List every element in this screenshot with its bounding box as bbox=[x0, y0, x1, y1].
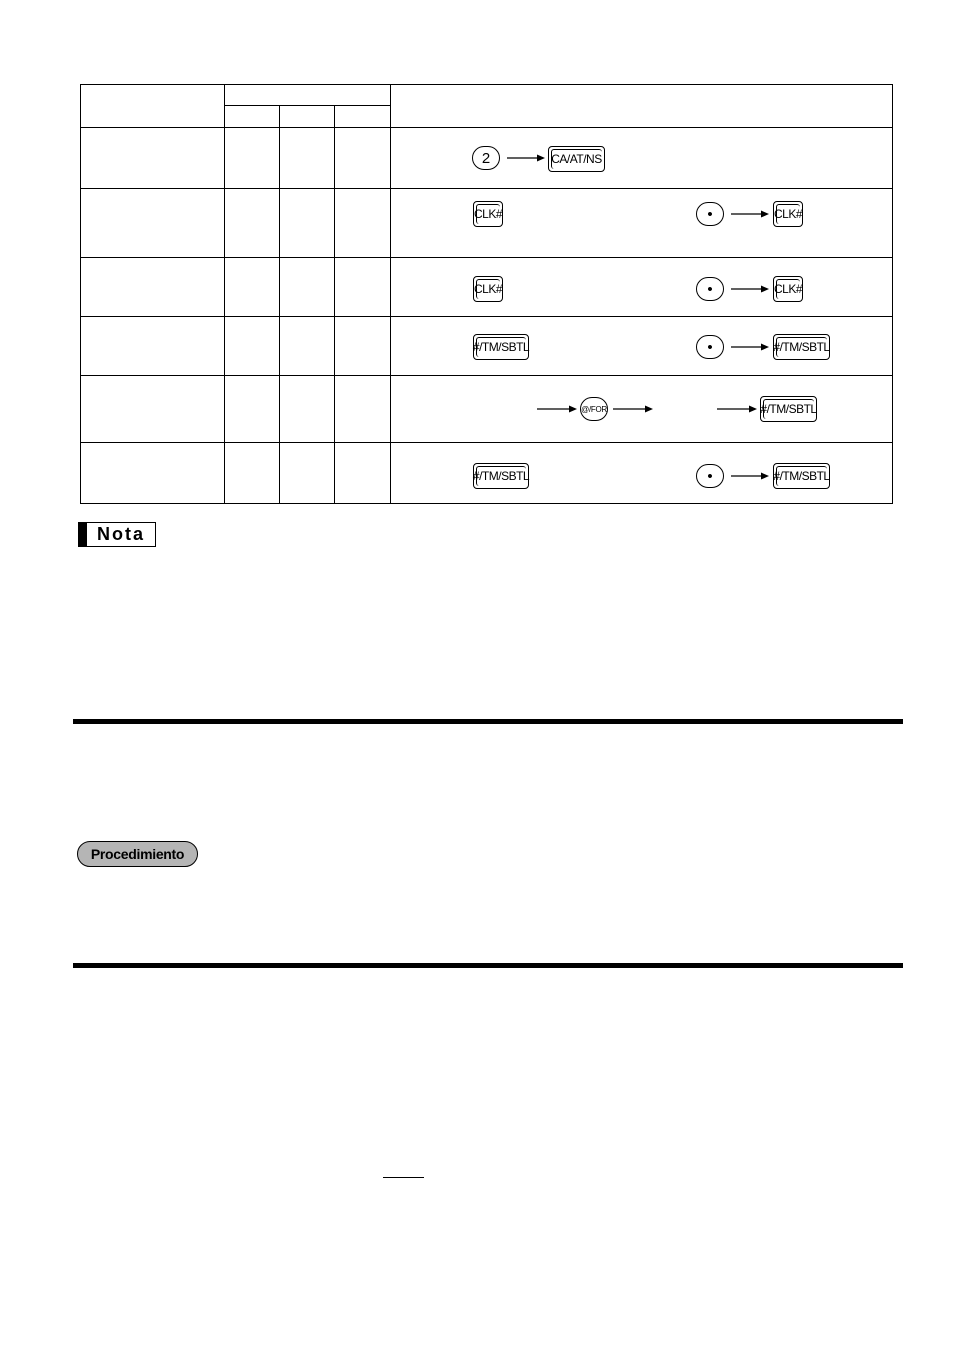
arrow-right-icon bbox=[731, 471, 769, 481]
key-tm-sbtl bbox=[760, 396, 817, 422]
key-clk bbox=[773, 201, 803, 227]
key-clk-label: CLK# bbox=[473, 282, 503, 296]
key-dot bbox=[696, 335, 724, 359]
key-dot bbox=[696, 464, 724, 488]
table-row-divider bbox=[80, 188, 893, 189]
table-row-divider bbox=[80, 127, 893, 128]
table-col-divider bbox=[390, 84, 391, 504]
arrow-right-icon bbox=[507, 153, 545, 163]
key-2-label: 2 bbox=[481, 149, 491, 167]
nota-badge bbox=[78, 522, 156, 547]
table-row-divider bbox=[80, 375, 893, 376]
table-col-divider bbox=[334, 105, 335, 504]
table-col-divider bbox=[224, 84, 225, 504]
key-ca-at-ns bbox=[548, 146, 605, 172]
table-row-divider bbox=[80, 442, 893, 443]
key-clk-label: CLK# bbox=[473, 207, 503, 221]
procedure-badge: Procedimiento bbox=[77, 841, 198, 867]
key-at-for-label: @/FOR bbox=[581, 404, 607, 414]
key-2 bbox=[472, 146, 500, 170]
arrow-right-icon bbox=[717, 404, 757, 414]
key-at-for bbox=[580, 397, 608, 421]
key-dot-label: • bbox=[707, 338, 713, 356]
section-divider bbox=[73, 963, 903, 968]
nota-badge-bar bbox=[79, 523, 87, 546]
table-row-divider bbox=[80, 257, 893, 258]
arrow-right-icon bbox=[537, 404, 577, 414]
arrow-right-icon bbox=[731, 342, 769, 352]
key-tm-sbtl bbox=[473, 463, 529, 489]
key-tm-sbtl-label: #/TM/SBTL bbox=[472, 340, 530, 354]
key-tm-sbtl bbox=[773, 463, 830, 489]
table-header-subline bbox=[224, 105, 390, 106]
key-tm-sbtl-label: #/TM/SBTL bbox=[760, 402, 817, 416]
table-row-divider bbox=[80, 316, 893, 317]
arrow-right-icon bbox=[731, 284, 769, 294]
key-tm-sbtl-label: #/TM/SBTL bbox=[472, 469, 530, 483]
key-tm-sbtl bbox=[773, 334, 830, 360]
key-clk-label: CLK# bbox=[773, 207, 803, 221]
key-tm-sbtl-label: #/TM/SBTL bbox=[773, 340, 830, 354]
key-dot-label: • bbox=[707, 467, 713, 485]
nota-badge-label: Nota bbox=[97, 524, 145, 544]
key-dot-label: • bbox=[707, 205, 713, 223]
key-ca-at-ns-label: CA/AT/NS bbox=[551, 152, 602, 166]
arrow-right-icon bbox=[613, 404, 653, 414]
key-clk bbox=[473, 276, 503, 302]
key-dot bbox=[696, 277, 724, 301]
key-dot bbox=[696, 202, 724, 226]
key-tm-sbtl-label: #/TM/SBTL bbox=[773, 469, 830, 483]
key-clk bbox=[773, 276, 803, 302]
section-divider bbox=[73, 719, 903, 724]
arrow-right-icon bbox=[731, 209, 769, 219]
text-underline bbox=[383, 1177, 424, 1178]
key-clk-label: CLK# bbox=[773, 282, 803, 296]
key-tm-sbtl bbox=[473, 334, 529, 360]
key-clk bbox=[473, 201, 503, 227]
table-col-divider bbox=[279, 105, 280, 504]
key-dot-label: • bbox=[707, 280, 713, 298]
